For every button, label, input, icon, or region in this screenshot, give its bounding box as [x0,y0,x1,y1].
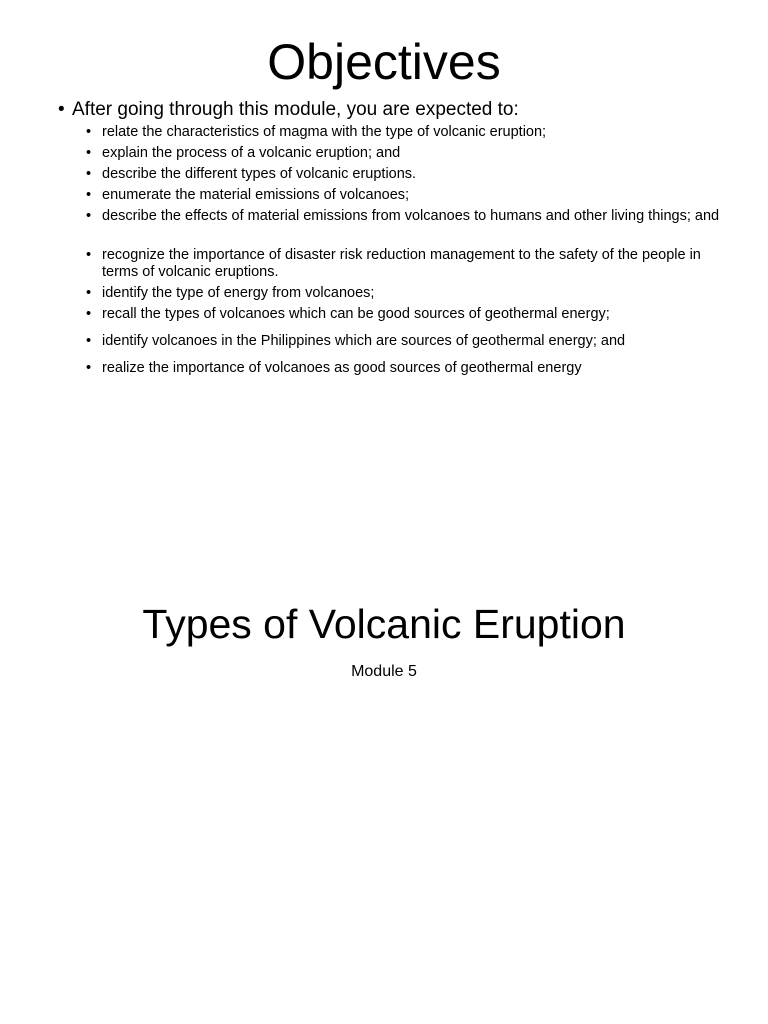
bullet-icon: • [86,187,92,203]
bullet-icon: • [86,360,92,376]
bullet-icon: • [58,99,65,120]
objective-text: recall the types of volcanoes which can be good sources of geothermal energy; [102,306,610,322]
objective-text: identify the type of energy from volcanoes; [102,285,375,301]
objective-text: describe the effects of material emissions from volcanoes to humans and other living things; and [102,208,720,224]
list-item [86,306,726,323]
objective-text: recognize the importance of disaster risk reduction management to the safety of the people in terms of volcanic eruptions. [102,247,701,280]
slide-title: Objectives [267,34,501,90]
objective-text: enumerate the material emissions of volcanoes; [102,187,410,203]
list-item [86,247,726,281]
list-item [86,285,726,302]
bullet-icon: • [86,124,92,140]
list-item [86,124,726,141]
objective-text: realize the importance of volcanoes as good sources of geothermal energy [102,360,582,376]
list-item [86,208,726,225]
list-item [86,360,726,377]
list-item [86,166,726,183]
bullet-icon: • [86,166,92,182]
module-subtitle: Module 5 [351,663,417,680]
bullet-icon: • [86,145,92,161]
intro-text: After going through this module, you are expected to: [72,99,519,120]
objective-text: relate the characteristics of magma with the type of volcanic eruption; [102,124,547,140]
objective-text: explain the process of a volcanic eruption; and [102,145,401,161]
module-title: Types of Volcanic Eruption [142,601,626,647]
objective-text: describe the different types of volcanic eruptions. [102,166,417,182]
bullet-icon: • [86,333,92,349]
bullet-icon: • [86,285,92,301]
objective-text: identify volcanoes in the Philippines which are sources of geothermal energy; and [102,333,626,349]
bullet-icon: • [86,247,92,263]
list-item [86,145,726,162]
bullet-icon: • [86,306,92,322]
list-item [86,333,726,350]
bullet-icon: • [86,208,92,224]
list-item [86,187,726,204]
